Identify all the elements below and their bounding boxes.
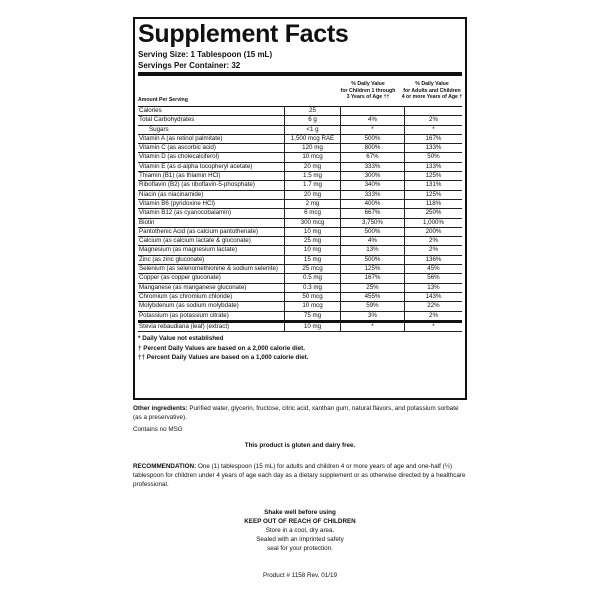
nutrient-name: Copper (as copper gluconate) — [138, 274, 285, 283]
dv-adults-value: 45% — [405, 265, 463, 274]
nutrient-name: Thiamin (B1) (as thiamin HCl) — [138, 172, 285, 181]
dv-children-value: 4% — [341, 237, 405, 246]
nutrient-amount: 300 mcg — [285, 218, 341, 227]
dv-adults-value: 133% — [405, 144, 463, 153]
table-row — [138, 292, 462, 301]
seal-text: seal for your protection. — [267, 545, 333, 552]
product-number: Product # 1158 Rev. 01/19 — [263, 572, 337, 579]
dv-children-value: 59% — [341, 302, 405, 311]
dv-adults-value: 118% — [405, 199, 463, 208]
dv-adults-value: 22% — [405, 302, 463, 311]
recommendation-text: One (1) tablespoon (15 mL) for adults and children 4 or more years of age and one-half (½) tablespoon for children under 4 years of age each day as a dietary supplement or as otherwise directed by a healthcare professional. — [133, 463, 466, 488]
nutrient-amount: 25 mg — [285, 237, 341, 246]
nutrient-amount: 6 g — [285, 116, 341, 125]
storage-instructions — [133, 508, 467, 553]
nutrient-amount: 10 mcg — [285, 302, 341, 311]
nutrient-name: Chromium (as chromium chloride) — [138, 292, 285, 301]
sealed-text: Sealed with an imprinted safety — [256, 536, 344, 543]
table-row — [138, 283, 462, 292]
nutrient-amount: 0.5 mg — [285, 274, 341, 283]
nutrient-name: Calcium (as calcium lactate & gluconate) — [138, 237, 285, 246]
nutrient-amount: 15 mg — [285, 255, 341, 264]
dv-children-value: 340% — [341, 181, 405, 190]
dv-adults-value: 13% — [405, 283, 463, 292]
dv-adults-value: 50% — [405, 153, 463, 162]
nutrient-amount: 75 mg — [285, 311, 341, 321]
dv-adults-value: 131% — [405, 181, 463, 190]
dv-children-value: 125% — [341, 265, 405, 274]
table-row — [138, 172, 462, 181]
dv-adults-value: 1,000% — [405, 218, 463, 227]
nutrient-name: Zinc (as zinc gluconate) — [138, 255, 285, 264]
table-row — [138, 162, 462, 171]
store-cool-dry: Store in a cool, dry area. — [265, 527, 335, 534]
dv-children-value: 800% — [341, 144, 405, 153]
supplement-facts-panel — [133, 17, 467, 400]
dv-adults-value: 125% — [405, 172, 463, 181]
serving-size: Serving Size: 1 Tablespoon (15 mL) — [138, 50, 273, 59]
keep-out-of-reach: KEEP OUT OF REACH OF CHILDREN — [244, 518, 356, 525]
other-ingredients-text: Purified water, glycerin, fructose, citric acid, xanthan gum, natural flavors, and potassium sorbate (as a preservative). — [133, 405, 459, 421]
footnote-not-established: * Daily Value not established — [138, 335, 224, 343]
nutrient-name: Magnesium (as magnesium lactate) — [138, 246, 285, 255]
dv-children-value: 13% — [341, 246, 405, 255]
dv-adults-value: 167% — [405, 134, 463, 143]
dv-children-value: 300% — [341, 172, 405, 181]
footnote-1000-calorie: †† Percent Daily Values are based on a 1,000 calorie diet. — [138, 354, 309, 362]
dv-children-header: % Daily Value for Children 1 through 3 Years of Age †† — [340, 81, 396, 100]
nutrient-amount: 10 mcg — [285, 153, 341, 162]
table-row — [138, 237, 462, 246]
dv-adults-value: * — [405, 321, 463, 331]
dv-adults-header: % Daily Value for Adults and Children 4 or more Years of Age † — [401, 81, 463, 100]
nutrient-amount: 6 mcg — [285, 209, 341, 218]
nutrient-name: Potassium (as potassium citrate) — [138, 311, 285, 321]
dv-children-value: 333% — [341, 190, 405, 199]
nutrient-name: Vitamin B6 (pyridoxine HCl) — [138, 199, 285, 208]
nutrient-name: Vitamin A (as retinol palmitate) — [138, 134, 285, 143]
dv-adults-value: 136% — [405, 255, 463, 264]
table-row — [138, 153, 462, 162]
table-row — [138, 302, 462, 311]
nutrient-name: Molybdenum (as sodium molybdate) — [138, 302, 285, 311]
nutrient-amount: 25 mcg — [285, 265, 341, 274]
dv-children-value: 67% — [341, 153, 405, 162]
dv-adults-value: 2% — [405, 311, 463, 321]
dv-adults-value: 250% — [405, 209, 463, 218]
nutrient-name: Vitamin B12 (as cyanocobalamin) — [138, 209, 285, 218]
dv-children-value — [341, 107, 405, 116]
amount-per-serving-header: Amount Per Serving — [138, 97, 188, 103]
nutrient-name: Stevia rebaudiana (leaf) (extract) — [138, 321, 285, 331]
nutrient-amount: 2 mg — [285, 199, 341, 208]
dv-adults-value: 2% — [405, 116, 463, 125]
nutrient-name: Calories — [138, 107, 285, 116]
nutrient-name: Manganese (as manganese gluconate) — [138, 283, 285, 292]
nutrient-name: Biotin — [138, 218, 285, 227]
shake-well: Shake well before using — [264, 509, 336, 516]
recommendation — [133, 462, 467, 489]
table-row — [138, 144, 462, 153]
dv-children-value: 4% — [341, 116, 405, 125]
dv-children-value: 333% — [341, 162, 405, 171]
nutrient-amount: 0.3 mg — [285, 283, 341, 292]
table-row — [138, 181, 462, 190]
table-row — [138, 199, 462, 208]
dv-children-value: 3,750% — [341, 218, 405, 227]
table-row — [138, 321, 462, 331]
contains-no-msg: Contains no MSG — [133, 426, 183, 433]
dv-children-value: 167% — [341, 274, 405, 283]
nutrient-name: Pantothenic Acid (as calcium pantothenate) — [138, 227, 285, 236]
table-row — [138, 227, 462, 236]
gluten-dairy-free: This product is gluten and dairy free. — [244, 442, 356, 449]
nutrient-amount: 1.5 mg — [285, 172, 341, 181]
other-ingredients — [133, 404, 467, 422]
nutrient-name: Vitamin C (as ascorbic acid) — [138, 144, 285, 153]
dv-adults-value: 143% — [405, 292, 463, 301]
nutrient-name: Riboflavin (B2) (as riboflavin-5-phosphate) — [138, 181, 285, 190]
table-row — [138, 209, 462, 218]
nutrient-amount: 20 mg — [285, 162, 341, 171]
table-header — [138, 76, 462, 107]
table-row — [138, 265, 462, 274]
nutrient-amount: 20 mg — [285, 190, 341, 199]
dv-adults-value: 133% — [405, 162, 463, 171]
nutrient-amount: 10 mg — [285, 321, 341, 331]
table-row — [138, 116, 462, 125]
dv-adults-value: 125% — [405, 190, 463, 199]
other-ingredients-label: Other ingredients: — [133, 405, 188, 412]
table-row — [138, 107, 462, 116]
nutrient-table — [138, 107, 462, 332]
dv-children-value: 3% — [341, 311, 405, 321]
nutrient-amount: 10 mg — [285, 227, 341, 236]
dv-adults-value: * — [405, 125, 463, 134]
dv-children-value: * — [341, 125, 405, 134]
nutrient-name: Total Carbohydrates — [138, 116, 285, 125]
dv-children-value: 25% — [341, 283, 405, 292]
table-row — [138, 246, 462, 255]
nutrient-amount: 120 mg — [285, 144, 341, 153]
dv-adults-value: 200% — [405, 227, 463, 236]
dv-children-value: 500% — [341, 255, 405, 264]
nutrient-amount: 1.7 mg — [285, 181, 341, 190]
dv-children-value: 667% — [341, 209, 405, 218]
table-row — [138, 218, 462, 227]
nutrient-amount: 10 mg — [285, 246, 341, 255]
footnotes — [138, 332, 462, 363]
dv-children-value: * — [341, 321, 405, 331]
table-row — [138, 255, 462, 264]
table-row — [138, 311, 462, 321]
dv-children-value: 500% — [341, 227, 405, 236]
table-row — [138, 274, 462, 283]
nutrient-amount: 1,500 mcg RAE — [285, 134, 341, 143]
dv-adults-value: 2% — [405, 237, 463, 246]
dv-adults-value — [405, 107, 463, 116]
dv-adults-value: 2% — [405, 246, 463, 255]
dv-children-value: 400% — [341, 199, 405, 208]
recommendation-label: RECOMMENDATION: — [133, 463, 197, 470]
nutrient-name: Vitamin E (as d-alpha tocopheryl acetate) — [138, 162, 285, 171]
servings-per-container: Servings Per Container: 32 — [138, 61, 241, 70]
nutrient-name: Vitamin D (as cholecalciferol) — [138, 153, 285, 162]
table-row — [138, 134, 462, 143]
nutrient-amount: <1 g — [285, 125, 341, 134]
nutrient-name: Selenium (as selenomethionine & sodium selenite) — [138, 265, 285, 274]
nutrient-amount: 25 — [285, 107, 341, 116]
nutrient-amount: 50 mcg — [285, 292, 341, 301]
table-row — [138, 190, 462, 199]
nutrient-name: Sugars — [138, 125, 285, 134]
nutrient-name: Niacin (as niacinamide) — [138, 190, 285, 199]
dv-children-value: 500% — [341, 134, 405, 143]
footnote-2000-calorie: † Percent Daily Values are based on a 2,000 calorie diet. — [138, 344, 305, 352]
panel-title: Supplement Facts — [138, 20, 349, 48]
dv-adults-value: 56% — [405, 274, 463, 283]
table-row — [138, 125, 462, 134]
dv-children-value: 455% — [341, 292, 405, 301]
